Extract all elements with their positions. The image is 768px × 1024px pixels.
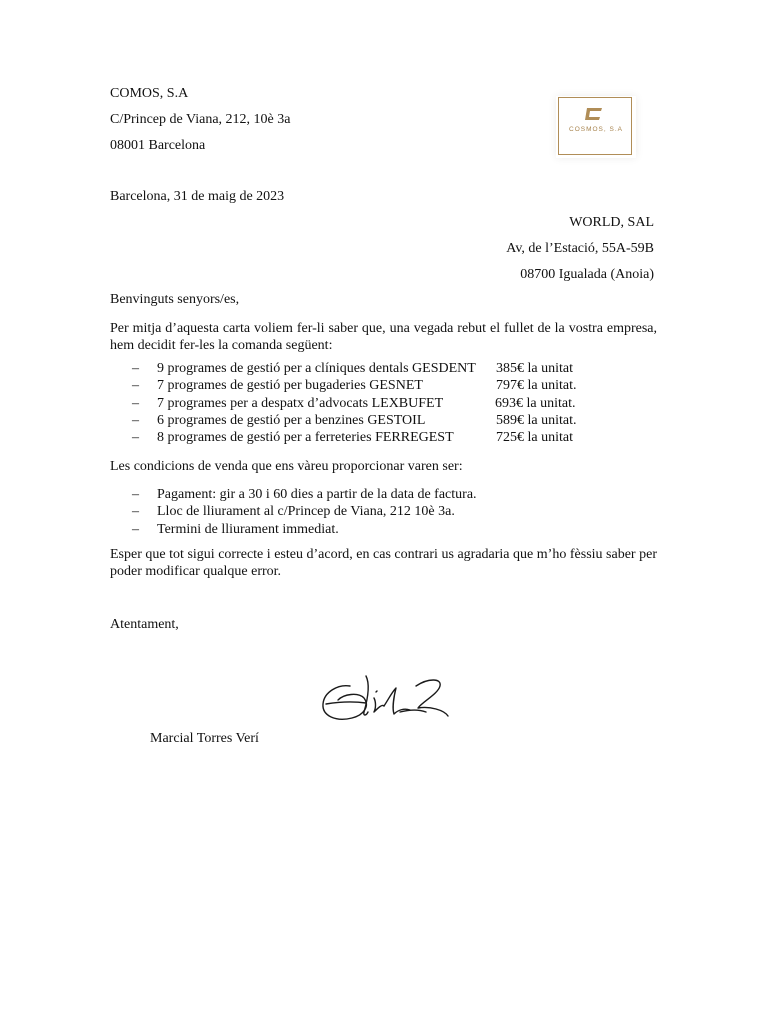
greeting: Benvinguts senyors/es, [110,292,240,307]
company-logo [556,96,636,158]
condition-text: Termini de lliurament immediat. [157,521,339,537]
order-item-price: 797€ la unitat. [496,378,577,394]
order-item-text: 9 programes de gestió per a clíniques dentals GESDENT [157,361,476,376]
recipient-city: 08700 Igualada (Anoia) [520,267,654,282]
intro-paragraph: Per mitja d’aquesta carta voliem fer-li saber que, una vegada rebut el fullet de la vostra empresa, hem decidit fer-les la comanda següent: [110,321,657,353]
order-item-price: 589€ la unitat. [496,412,577,428]
order-item-price: 693€ la unitat. [495,395,576,411]
list-dash: – [132,521,139,537]
order-item-price: 725€ la unitat [496,430,573,446]
condition-text: Pagament: gir a 30 i 60 dies a partir de la data de factura. [157,487,477,502]
order-item-price: 385€ la unitat [496,361,573,376]
order-item-text: 7 programes de gestió per bugaderies GESNET [157,378,423,394]
list-dash: – [132,487,139,502]
sender-city: 08001 Barcelona [110,138,206,153]
order-item-text: 8 programes de gestió per a ferreteries FERREGEST [157,430,454,446]
list-dash: – [132,361,139,376]
logo-text: COSMOS, S.A [569,126,623,133]
letter-date: Barcelona, 31 de maig de 2023 [110,189,285,204]
recipient-name: WORLD, SAL [569,215,654,230]
list-dash: – [132,378,139,394]
conditions-intro: Les condicions de venda que ens vàreu proporcionar varen ser: [110,459,463,474]
condition-text: Lloc de lliurament al c/Princep de Viana, 212 10è 3a. [157,504,455,520]
signatory-name: Marcial Torres Verí [150,731,259,746]
salutation: Atentament, [110,617,179,632]
list-dash: – [132,504,139,520]
recipient-street: Av, de l’Estació, 55A-59B [506,241,654,256]
list-dash: – [132,430,139,446]
sender-company: COMOS, S.A [110,86,189,101]
sender-street: C/Princep de Viana, 212, 10è 3a [110,112,291,127]
order-item-text: 7 programes per a despatx d’advocats LEXBUFET [157,395,444,411]
list-dash: – [132,412,139,428]
list-dash: – [132,395,139,411]
handwritten-signature [318,670,452,732]
closing-paragraph: Esper que tot sigui correcte i esteu d’acord, en cas contrari us agradaria que m’ho fèssiu saber per poder modificar qualque error. [110,547,657,579]
order-item-text: 6 programes de gestió per a benzines GESTOIL [157,412,426,428]
logo-c-mark-icon [584,106,604,122]
